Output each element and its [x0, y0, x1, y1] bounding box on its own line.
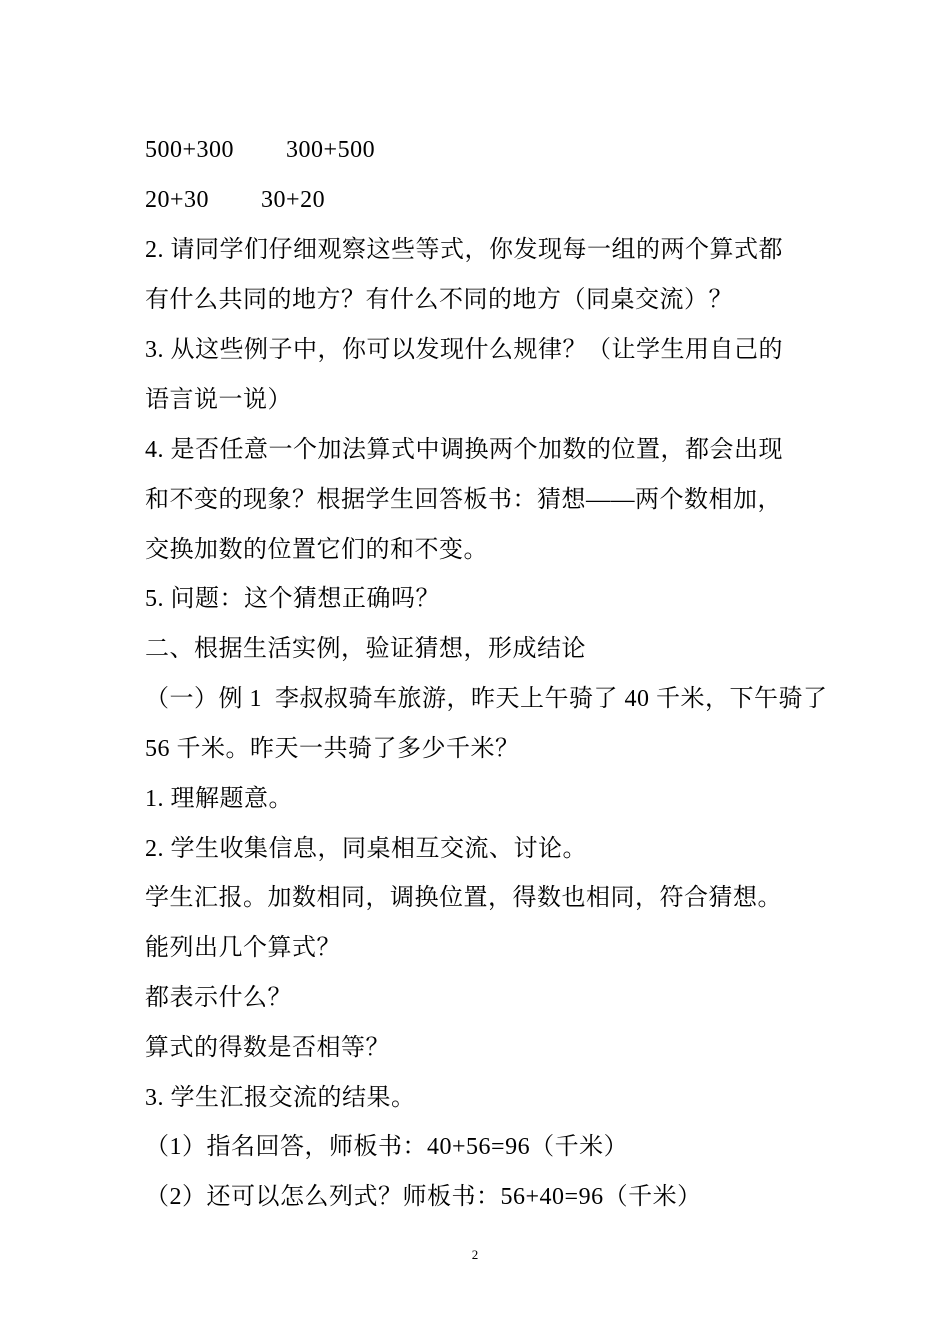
- example-line-1: （一）例 1 李叔叔骑车旅游，昨天上午骑了 40 千米，下午骑了: [145, 686, 828, 712]
- text-line-2: 20+30 30+20: [145, 187, 326, 213]
- text-line-5: 3. 从这些例子中，你可以发现什么规律？（让学生用自己的: [145, 337, 783, 363]
- example-line-2: 56 千米。昨天一共骑了多少千米？: [145, 736, 520, 762]
- text-line-20: 3. 学生汇报交流的结果。: [145, 1085, 416, 1111]
- section-heading: 二、根据生活实例，验证猜想，形成结论: [145, 636, 586, 662]
- text-line-14: 1. 理解题意。: [145, 786, 293, 812]
- text-line-21: （1）指名回答，师板书：40+56=96（千米）: [145, 1134, 629, 1160]
- text-line-16: 学生汇报。加数相同，调换位置，得数也相同，符合猜想。: [145, 885, 782, 911]
- text-line-22: （2）还可以怎么列式？师板书：56+40=96（千米）: [145, 1184, 702, 1210]
- text-line-6: 语言说一说）: [145, 387, 292, 413]
- text-line-10: 5. 问题：这个猜想正确吗？: [145, 586, 440, 612]
- text-line-15: 2. 学生收集信息，同桌相互交流、讨论。: [145, 836, 587, 862]
- text-line-9: 交换加数的位置它们的和不变。: [145, 537, 488, 563]
- text-line-18: 都表示什么？: [145, 985, 292, 1011]
- text-line-19: 算式的得数是否相等？: [145, 1035, 390, 1061]
- text-line-17: 能列出几个算式？: [145, 935, 341, 961]
- text-line-8: 和不变的现象？根据学生回答板书：猜想——两个数相加，: [145, 487, 782, 513]
- text-line-7: 4. 是否任意一个加法算式中调换两个加数的位置，都会出现: [145, 437, 783, 463]
- text-line-4: 有什么共同的地方？有什么不同的地方（同桌交流）？: [145, 287, 733, 313]
- text-line-3: 2. 请同学们仔细观察这些等式，你发现每一组的两个算式都: [145, 237, 783, 263]
- text-line-1: 500+300 300+500: [145, 137, 376, 163]
- page-number: 2: [471, 1247, 479, 1262]
